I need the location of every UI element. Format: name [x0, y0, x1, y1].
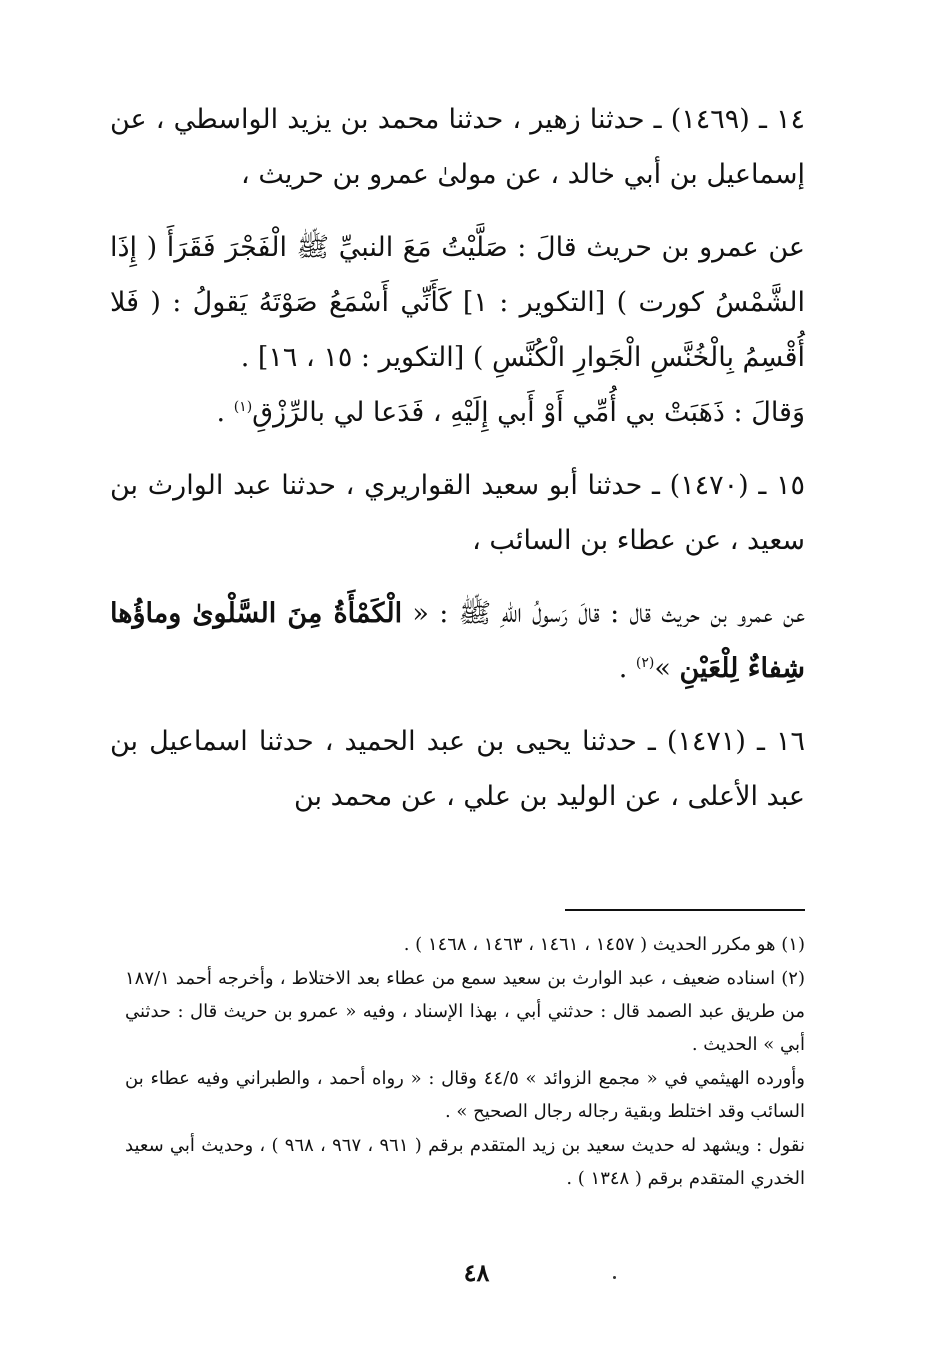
hadith-15-intro: عن عمرو بن حريث قال : قالَ رَسولُ اللّٰهِ ﷺ : «	[402, 598, 805, 629]
footnote-2-haythami: وأورده الهيثمي في « مجمع الزوائد » ٤٤/٥ وقال : « رواه أحمد ، والطبراني وفيه عطاء بن السائب وقد اختلط وبقية رجاله رجال الصحيح » .	[125, 1068, 805, 1122]
footnote-2: (٢) اسناده ضعيف ، عبد الوارث بن سعيد سمع من عطاء بعد الاختلاط ، وأخرجه أحمد ١٨٧/١ من طريق عبد الصمد قال : حدثني أبي ، بهذا الإسناد ، وفيه « عمرو بن حريث قال : حدثني أبي » الحديث .	[125, 968, 805, 1055]
hadith-15-isnad: ١٥ ـ (١٤٧٠) ـ حدثنا أبو سعيد القواريري ، حدثنا عبد الوارث بن سعيد ، عن عطاء بن السائب ،	[110, 470, 805, 556]
ink-speck	[613, 1276, 616, 1279]
page-number: ٤٨	[463, 1258, 490, 1287]
footnote-2-witnesses: نقول : ويشهد له حديث سعيد بن زيد المتقدم برقم ( ٩٦١ ، ٩٦٧ ، ٩٦٨ ) ، وحديث أبي سعيد الخدري المتقدم برقم ( ١٣٤٨ ) .	[125, 1135, 805, 1189]
footnotes	[125, 928, 805, 1196]
main-text	[110, 92, 805, 824]
footnote-ref-2: (٢)	[635, 655, 655, 671]
footnote-ref-1: (١)	[233, 399, 253, 415]
footnote-separator	[565, 909, 805, 911]
hadith-15-end: .	[618, 653, 636, 684]
hadith-15-quote-close: »	[654, 653, 680, 684]
hadith-15-prophetic-saying: الْكَمْأَةُ مِنَ السَّلْوىٰ وماؤُها شِفاءٌ لِلْعَيْنِ	[110, 598, 805, 684]
hadith-16-isnad: ١٦ ـ (١٤٧١) ـ حدثنا يحيى بن عبد الحميد ، حدثنا اسماعيل بن عبد الأعلى ، عن الوليد بن علي ، عن محمد بن	[110, 726, 806, 812]
footnote-1: (١) هو مكرر الحديث ( ١٤٥٧ ، ١٤٦١ ، ١٤٦٣ ، ١٤٦٨ ) .	[403, 934, 805, 955]
hadith-14-matn: عن عمرو بن حريث قالَ : صَلَّيْتُ مَعَ النبيِّ ﷺ الْفَجْرَ فَقَرَأَ ( إِذَا الشَّمْسُ كورت ) [التكوير : ١] كَأَنِّي أَسْمَعُ صَوْتَهُ يَقولُ : ( فَلا أُقْسِمُ بِالْخُنَّسِ الْجَوارِ الْكُنَّسِ ) [التكوير : ١٥ ، ١٦] .	[110, 232, 806, 373]
hadith-14-matn-continued	[110, 385, 805, 440]
hadith-14-saying: وَقالَ : ذَهَبَتْ بي أُمِّي أَوْ أَبي إِلَيْهِ ، فَدَعا لي بالرِّزْقِ	[252, 397, 805, 428]
hadith-15-matn	[110, 586, 805, 696]
hadith-14-isnad: ١٤ ـ (١٤٦٩) ـ حدثنا زهير ، حدثنا محمد بن يزيد الواسطي ، عن إسماعيل بن أبي خالد ، عن مولىٰ عمرو بن حريث ،	[110, 104, 806, 190]
hadith-14-end: .	[216, 397, 234, 428]
